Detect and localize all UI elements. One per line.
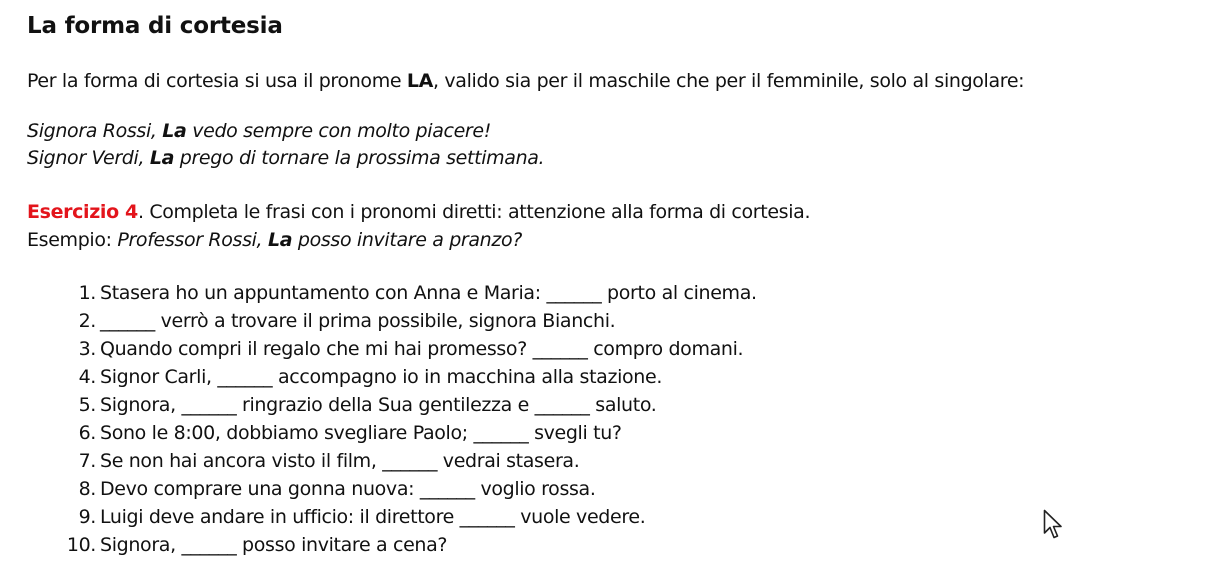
example-2-after: prego di tornare la prossima settimana. xyxy=(174,147,545,169)
item-number: 5. xyxy=(78,394,96,416)
list-item xyxy=(60,309,757,337)
item-number: 7. xyxy=(78,450,96,472)
item-text: Luigi deve andare in ufficio: il direttore ______ vuole vedere. xyxy=(100,506,646,528)
list-item xyxy=(60,337,757,365)
example-1-after: vedo sempre con molto piacere! xyxy=(186,120,491,142)
item-text: Signora, ______ ringrazio della Sua gentilezza e ______ saluto. xyxy=(100,394,657,416)
item-text: Signor Carli, ______ accompagno io in macchina alla stazione. xyxy=(100,366,663,388)
example-2-before: Signor Verdi, xyxy=(27,147,150,169)
example-2-pronoun: La xyxy=(149,147,175,169)
page-title: La forma di cortesia xyxy=(27,13,283,39)
mouse-pointer-icon xyxy=(1043,509,1065,541)
example-sentence-2 xyxy=(27,147,544,169)
list-item xyxy=(60,393,757,421)
item-number: 1. xyxy=(78,282,96,304)
exercise-list xyxy=(60,281,757,561)
intro-text-before: Per la forma di cortesia si usa il pronome xyxy=(27,70,407,92)
intro-pronoun: LA xyxy=(406,70,434,92)
item-number: 8. xyxy=(78,478,96,500)
exercise-example-label: Esempio: xyxy=(27,229,118,251)
list-item xyxy=(60,421,757,449)
exercise-example-before: Professor Rossi, xyxy=(117,229,268,251)
item-number: 6. xyxy=(78,422,96,444)
example-1-pronoun: La xyxy=(162,120,187,142)
item-number: 10. xyxy=(66,534,96,556)
exercise-example xyxy=(27,229,522,251)
item-number: 2. xyxy=(78,310,96,332)
item-text: Signora, ______ posso invitare a cena? xyxy=(100,534,448,556)
item-number: 4. xyxy=(78,366,96,388)
item-text: Quando compri il regalo che mi hai promesso? ______ compro domani. xyxy=(100,338,744,360)
list-item xyxy=(60,449,757,477)
example-1-before: Signora Rossi, xyxy=(27,120,163,142)
list-item xyxy=(60,533,757,561)
item-number: 3. xyxy=(78,338,96,360)
item-text: Stasera ho un appuntamento con Anna e Maria: ______ porto al cinema. xyxy=(100,282,757,304)
exercise-instruction-text: . Completa le frasi con i pronomi diretti: attenzione alla forma di cortesia. xyxy=(137,201,811,223)
list-item xyxy=(60,505,757,533)
example-sentence-1 xyxy=(27,120,491,142)
intro-text-after: , valido sia per il maschile che per il femminile, solo al singolare: xyxy=(433,70,1025,92)
intro-paragraph xyxy=(27,70,1024,92)
list-item xyxy=(60,477,757,505)
item-text: ______ verrò a trovare il prima possibile, signora Bianchi. xyxy=(100,310,616,332)
exercise-instruction xyxy=(27,201,810,223)
item-text: Se non hai ancora visto il film, ______ vedrai stasera. xyxy=(100,450,580,472)
item-text: Devo comprare una gonna nuova: ______ voglio rossa. xyxy=(100,478,596,500)
list-item xyxy=(60,281,757,309)
exercise-label: Esercizio 4 xyxy=(27,201,138,223)
list-item xyxy=(60,365,757,393)
item-text: Sono le 8:00, dobbiamo svegliare Paolo; ______ svegli tu? xyxy=(100,422,622,444)
exercise-example-pronoun: La xyxy=(267,229,293,251)
item-number: 9. xyxy=(78,506,96,528)
exercise-example-after: posso invitare a pranzo? xyxy=(292,229,523,251)
